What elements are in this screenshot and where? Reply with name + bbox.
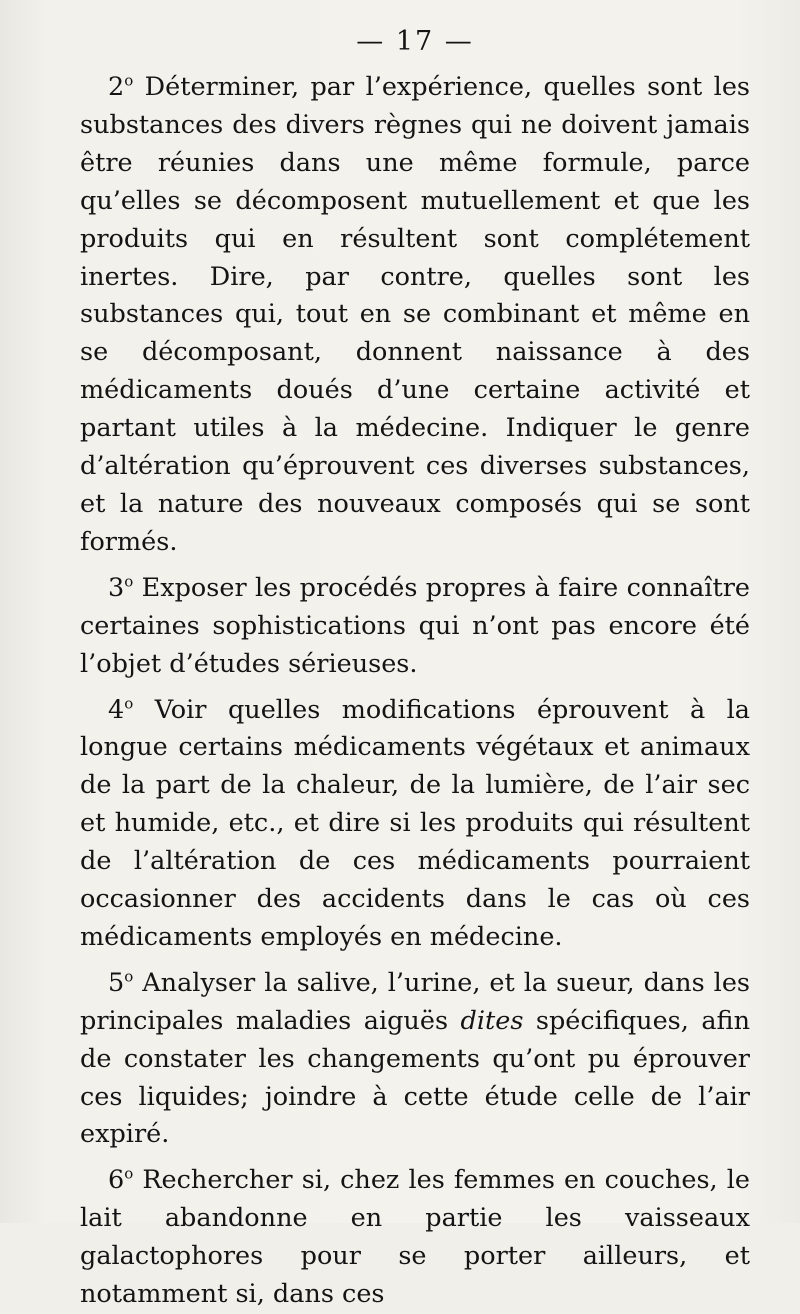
item-number: 4$^o$ — [108, 694, 134, 725]
paragraph-text: Rechercher si, chez les femmes en couches, le lait abandonne en partie les vaisseaux galactophores pour se porter ailleurs, et notamment si, dans ces — [80, 1165, 750, 1310]
paragraph-text: Exposer les procédés propres à faire connaître certaines sophistications qui n’ont pas encore été l’objet d’études sérieuses. — [80, 572, 750, 679]
paragraph-text: Analyser la salive, l’urine, et la sueur, dans les principales maladies aiguës — [80, 967, 750, 1036]
item-number: 3$^o$ — [108, 572, 134, 603]
paragraph-5 — [80, 965, 750, 1155]
paragraph-6 — [80, 1162, 750, 1314]
page-number: — 17 — — [356, 26, 474, 57]
paragraph-3 — [80, 570, 750, 684]
item-number: 5$^o$ — [108, 967, 134, 998]
paragraph-text: Déterminer, par l’expérience, quelles sont les substances des divers règnes qui ne doivent jamais être réunies dans une même formule, parce qu’elles se décomposent mutuellement et que les produits qui en résultent sont complétement inertes. Dire, par contre, quelles sont les substances qui, tout en se combinant et même en se décomposant, donnent naissance à des médicaments doués d’une certaine activité et partant utiles à la médecine. Indiquer le genre d’altération qu’éprouvent ces diverses substances, et la nature des nouveaux composés qui se sont formés. — [80, 72, 750, 557]
paragraph-4 — [80, 692, 750, 957]
item-number: 6$^o$ — [108, 1164, 134, 1196]
paragraph-text: Voir quelles modifications éprouvent à la longue certains médicaments végétaux et animaux de la part de la chaleur, de la lumière, de l’air sec et humide, etc., et dire si les produits qui résultent de l’altération de ces médicaments pourraient occasionner des accidents dans le cas où ces médicaments employés en médecine. — [80, 694, 750, 952]
paragraph-2 — [80, 69, 750, 562]
item-number: 2$^o$ — [108, 71, 134, 102]
italic-word: dites — [460, 1005, 524, 1036]
paragraph-text: spécifiques, afin de constater les changements qu’ont pu éprouver ces liquides; joindre à cette étude celle de l’air expiré. — [80, 1005, 750, 1150]
